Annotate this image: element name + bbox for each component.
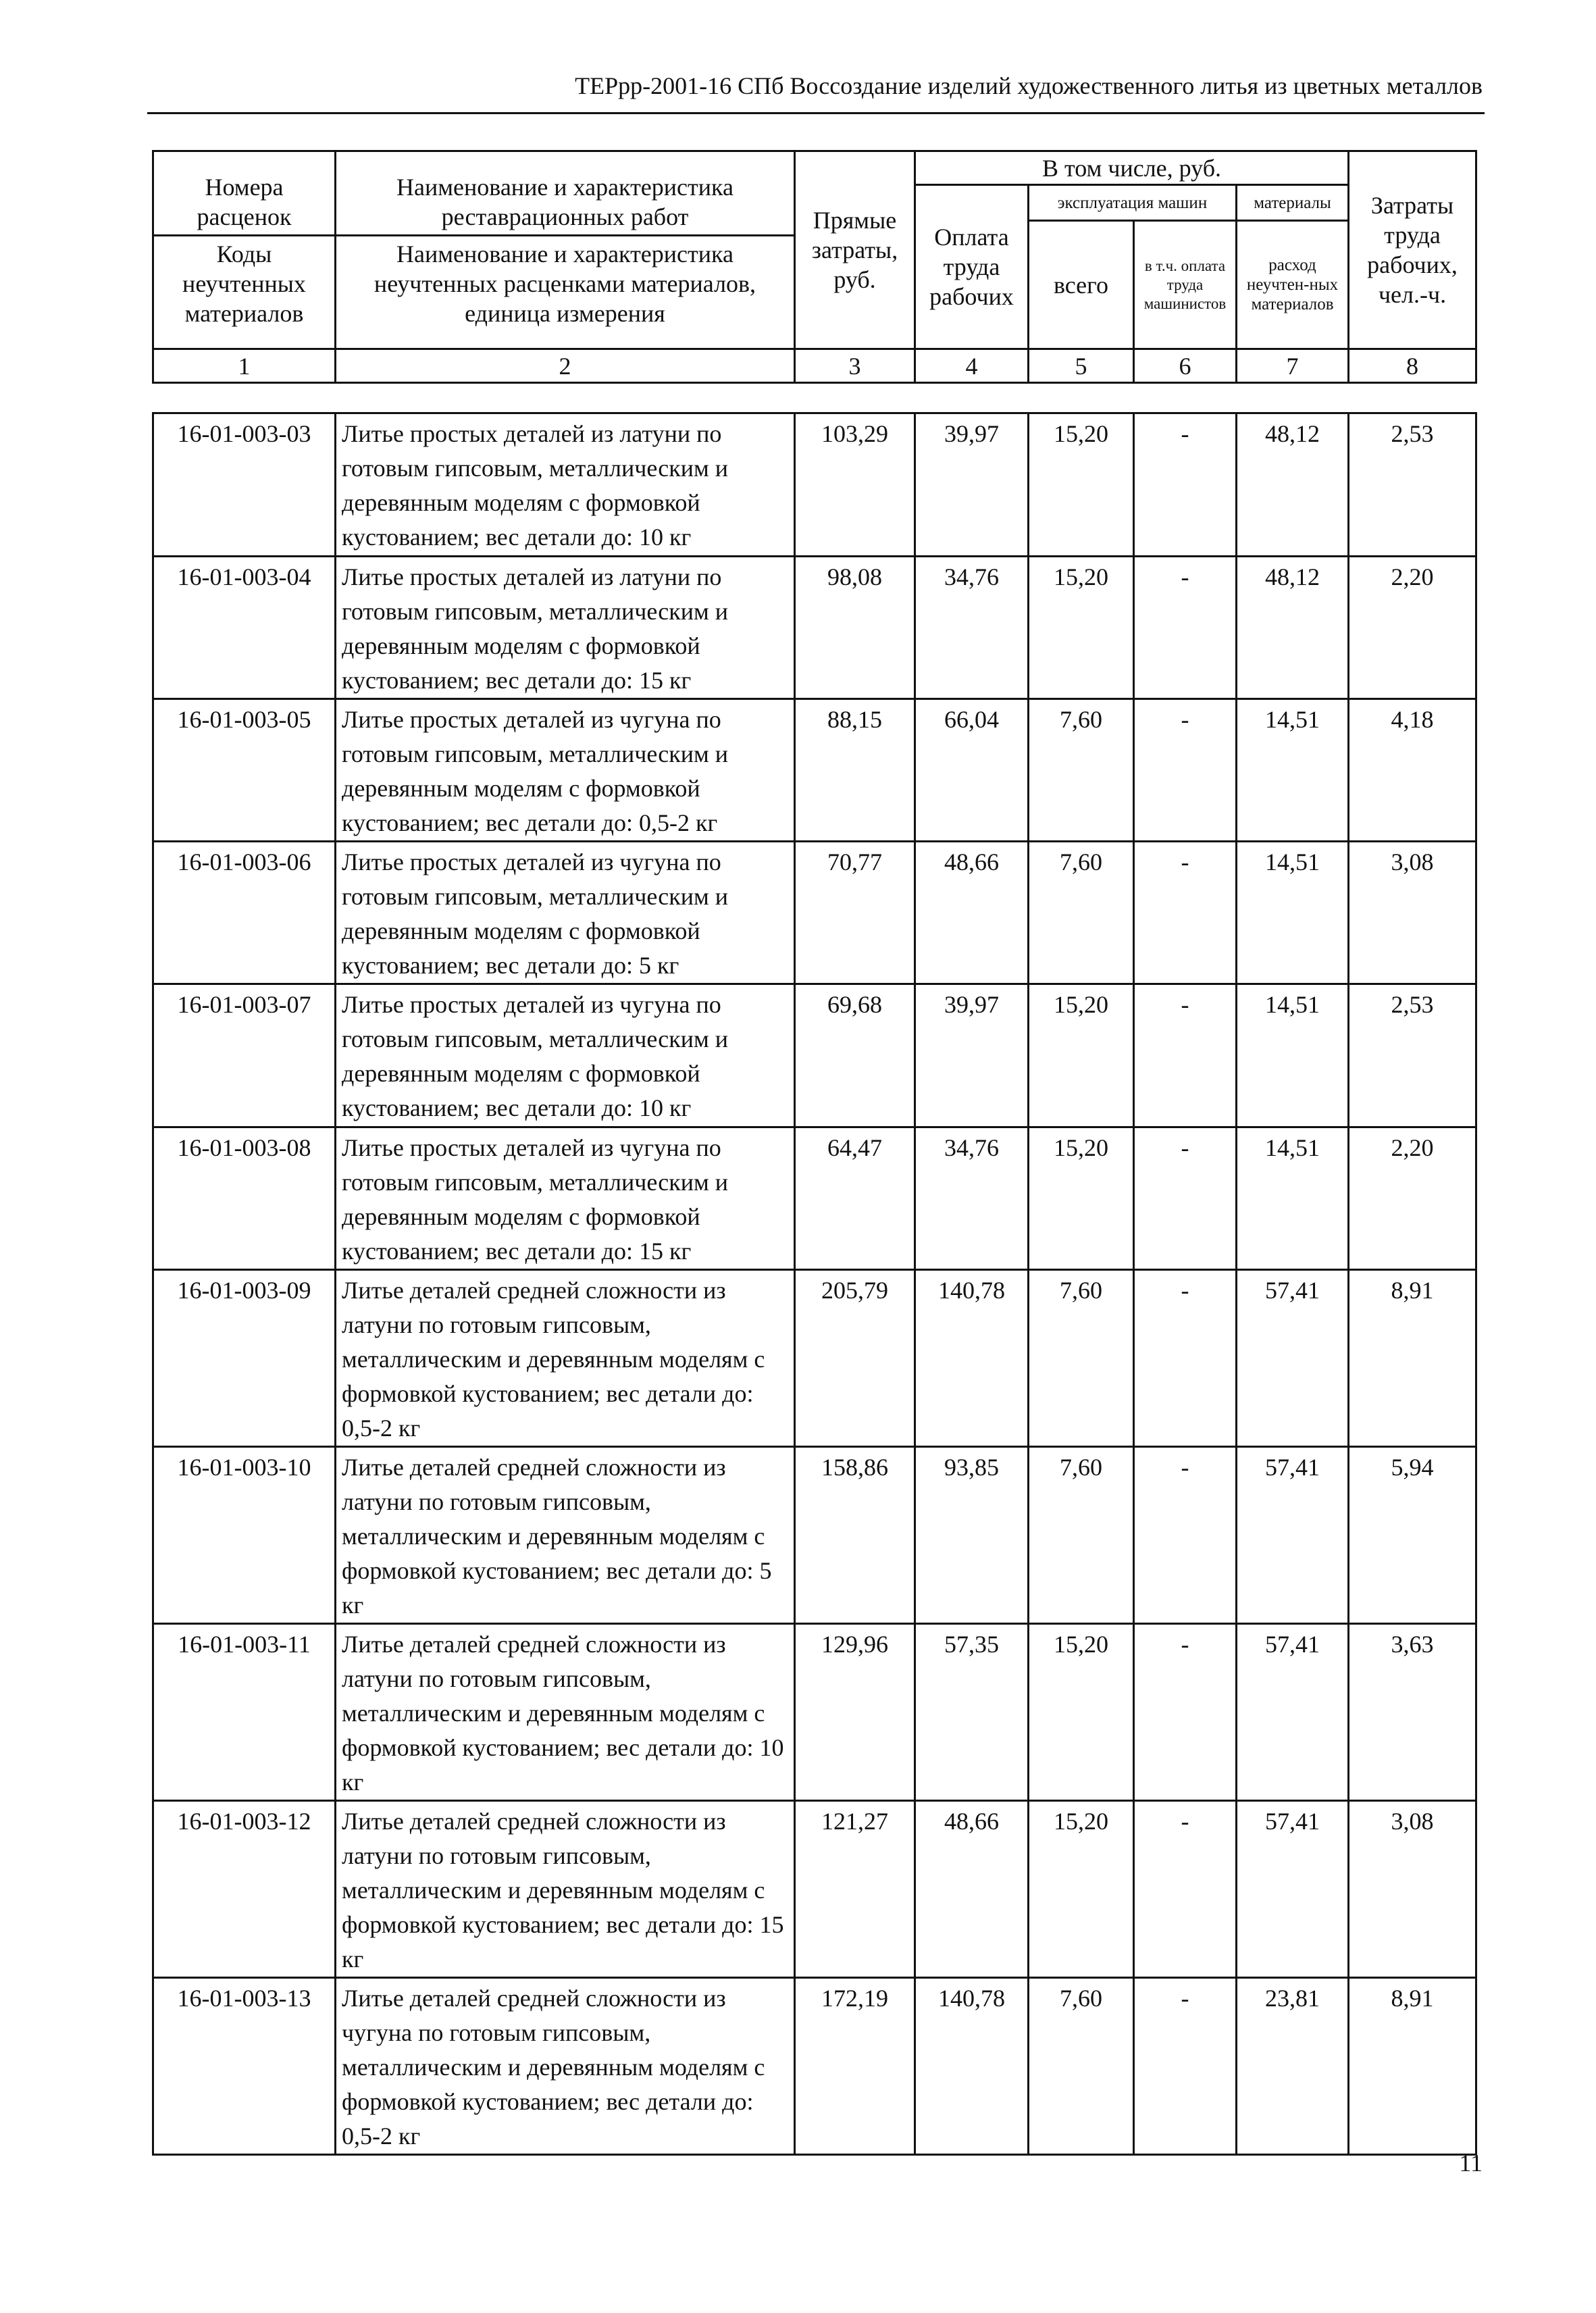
- rate-description: Литье простых деталей из чугуна по готовым гипсовым, металлическим и деревянным моделям с формовкой кустованием; вес детали до: 0,5-2 кг: [336, 699, 795, 842]
- rate-code: 16-01-003-07: [153, 984, 336, 1127]
- header-number-4: 4: [915, 349, 1029, 383]
- labor-pay: 66,04: [915, 699, 1029, 842]
- table-row: [153, 699, 1476, 842]
- table-row: [153, 413, 1476, 557]
- labor-pay: 48,66: [915, 1801, 1029, 1978]
- direct-costs: 88,15: [795, 699, 915, 842]
- machines-total: 15,20: [1029, 413, 1134, 557]
- materials-cost: 14,51: [1237, 1127, 1349, 1270]
- materials-cost: 14,51: [1237, 984, 1349, 1127]
- table-row: [153, 1801, 1476, 1978]
- labor-pay: 34,76: [915, 1127, 1029, 1270]
- rates-table: [152, 412, 1477, 2156]
- rate-code: 16-01-003-06: [153, 842, 336, 984]
- materials-cost: 57,41: [1237, 1624, 1349, 1801]
- labor-pay: 34,76: [915, 557, 1029, 699]
- direct-costs: 64,47: [795, 1127, 915, 1270]
- header-col1-divider: [154, 234, 334, 236]
- direct-costs: 121,27: [795, 1801, 915, 1978]
- materials-cost: 14,51: [1237, 842, 1349, 984]
- rate-code: 16-01-003-10: [153, 1447, 336, 1624]
- materials-cost: 48,12: [1237, 557, 1349, 699]
- machinist-pay: -: [1134, 1624, 1237, 1801]
- header-col5: всего: [1029, 221, 1134, 349]
- rate-description: Литье простых деталей из чугуна по готовым гипсовым, металлическим и деревянным моделям с формовкой кустованием; вес детали до: 10 кг: [336, 984, 795, 1127]
- header-col2: [336, 151, 795, 349]
- materials-cost: 57,41: [1237, 1270, 1349, 1447]
- table-row: [153, 1270, 1476, 1447]
- labor-hours: 3,08: [1349, 842, 1476, 984]
- rates-table-body: [153, 413, 1476, 2155]
- machines-total: 15,20: [1029, 1127, 1134, 1270]
- machinist-pay: -: [1134, 1978, 1237, 2155]
- direct-costs: 98,08: [795, 557, 915, 699]
- materials-cost: 14,51: [1237, 699, 1349, 842]
- header-number-2: 2: [336, 349, 795, 383]
- machines-total: 7,60: [1029, 1978, 1134, 2155]
- rate-description: Литье простых деталей из чугуна по готовым гипсовым, металлическим и деревянным моделям с формовкой кустованием; вес детали до: 15 кг: [336, 1127, 795, 1270]
- machines-total: 15,20: [1029, 557, 1134, 699]
- header-col2-divider: [336, 234, 794, 236]
- header-number-5: 5: [1029, 349, 1134, 383]
- rate-code: 16-01-003-08: [153, 1127, 336, 1270]
- labor-pay: 93,85: [915, 1447, 1029, 1624]
- header-number-7: 7: [1237, 349, 1349, 383]
- rate-code: 16-01-003-03: [153, 413, 336, 557]
- machinist-pay: -: [1134, 1447, 1237, 1624]
- header-col1-top: Номера расценок: [197, 173, 292, 230]
- labor-hours: 3,08: [1349, 1801, 1476, 1978]
- table-row: [153, 1447, 1476, 1624]
- header-machines-group: эксплуатация машин: [1029, 185, 1237, 221]
- table-row: [153, 1624, 1476, 1801]
- header-number-1: 1: [153, 349, 336, 383]
- labor-hours: 8,91: [1349, 1270, 1476, 1447]
- table-row: [153, 557, 1476, 699]
- machinist-pay: -: [1134, 557, 1237, 699]
- header-rule: [147, 112, 1485, 114]
- machines-total: 7,60: [1029, 1270, 1134, 1447]
- machinist-pay: -: [1134, 842, 1237, 984]
- rate-description: Литье простых деталей из латуни по готовым гипсовым, металлическим и деревянным моделям с формовкой кустованием; вес детали до: 15 кг: [336, 557, 795, 699]
- header-number-3: 3: [795, 349, 915, 383]
- header-col4: Оплата труда рабочих: [915, 185, 1029, 349]
- labor-pay: 48,66: [915, 842, 1029, 984]
- header-materials-group: материалы: [1237, 185, 1349, 221]
- materials-cost: 23,81: [1237, 1978, 1349, 2155]
- rate-description: Литье деталей средней сложности из чугуна по готовым гипсовым, металлическим и деревянным моделям с формовкой кустованием; вес детали до: 0,5-2 кг: [336, 1978, 795, 2155]
- labor-hours: 2,53: [1349, 413, 1476, 557]
- header-col3: Прямые затраты, руб.: [795, 151, 915, 349]
- rate-code: 16-01-003-04: [153, 557, 336, 699]
- table-row: [153, 984, 1476, 1127]
- machines-total: 7,60: [1029, 842, 1134, 984]
- labor-hours: 2,20: [1349, 557, 1476, 699]
- header-col2-bottom: Наименование и характеристика неучтенных расценками материалов, единица измерения: [374, 240, 756, 327]
- direct-costs: 70,77: [795, 842, 915, 984]
- materials-cost: 57,41: [1237, 1801, 1349, 1978]
- machines-total: 15,20: [1029, 984, 1134, 1127]
- machinist-pay: -: [1134, 413, 1237, 557]
- machinist-pay: -: [1134, 984, 1237, 1127]
- table-row: [153, 1978, 1476, 2155]
- machines-total: 15,20: [1029, 1624, 1134, 1801]
- header-col6: в т.ч. оплата труда машинистов: [1134, 221, 1237, 349]
- direct-costs: 103,29: [795, 413, 915, 557]
- machinist-pay: -: [1134, 1127, 1237, 1270]
- rate-description: Литье деталей средней сложности из латуни по готовым гипсовым, металлическим и деревянным моделям с формовкой кустованием; вес детали до: 10 кг: [336, 1624, 795, 1801]
- labor-hours: 8,91: [1349, 1978, 1476, 2155]
- header-col1: [153, 151, 336, 349]
- header-col7: расход неучтен-ных материалов: [1237, 221, 1349, 349]
- header-col1-bottom: Коды неучтенных материалов: [182, 240, 306, 327]
- table-header: [152, 150, 1477, 384]
- rate-code: 16-01-003-11: [153, 1624, 336, 1801]
- rate-description: Литье простых деталей из латуни по готовым гипсовым, металлическим и деревянным моделям с формовкой кустованием; вес детали до: 10 кг: [336, 413, 795, 557]
- header-number-8: 8: [1349, 349, 1476, 383]
- labor-pay: 140,78: [915, 1978, 1029, 2155]
- labor-hours: 2,53: [1349, 984, 1476, 1127]
- table-row: [153, 842, 1476, 984]
- direct-costs: 172,19: [795, 1978, 915, 2155]
- table-row: [153, 1127, 1476, 1270]
- rate-description: Литье деталей средней сложности из латуни по готовым гипсовым, металлическим и деревянным моделям с формовкой кустованием; вес детали до: 0,5-2 кг: [336, 1270, 795, 1447]
- rate-code: 16-01-003-09: [153, 1270, 336, 1447]
- page-number: 11: [1459, 2150, 1483, 2177]
- labor-pay: 39,97: [915, 413, 1029, 557]
- direct-costs: 158,86: [795, 1447, 915, 1624]
- materials-cost: 48,12: [1237, 413, 1349, 557]
- labor-hours: 3,63: [1349, 1624, 1476, 1801]
- labor-pay: 39,97: [915, 984, 1029, 1127]
- direct-costs: 129,96: [795, 1624, 915, 1801]
- rate-description: Литье деталей средней сложности из латуни по готовым гипсовым, металлическим и деревянным моделям с формовкой кустованием; вес детали до: 5 кг: [336, 1447, 795, 1624]
- direct-costs: 205,79: [795, 1270, 915, 1447]
- machinist-pay: -: [1134, 699, 1237, 842]
- labor-pay: 57,35: [915, 1624, 1029, 1801]
- header-group-label: В том числе, руб.: [915, 151, 1349, 185]
- rate-code: 16-01-003-12: [153, 1801, 336, 1978]
- rate-code: 16-01-003-05: [153, 699, 336, 842]
- header-number-6: 6: [1134, 349, 1237, 383]
- labor-hours: 2,20: [1349, 1127, 1476, 1270]
- header-col2-top: Наименование и характеристика реставрационных работ: [396, 173, 733, 230]
- machinist-pay: -: [1134, 1270, 1237, 1447]
- running-header: ТЕРрр-2001-16 СПб Воссоздание изделий художественного литья из цветных металлов: [575, 72, 1483, 99]
- direct-costs: 69,68: [795, 984, 915, 1127]
- rate-code: 16-01-003-13: [153, 1978, 336, 2155]
- machines-total: 7,60: [1029, 1447, 1134, 1624]
- machinist-pay: -: [1134, 1801, 1237, 1978]
- labor-pay: 140,78: [915, 1270, 1029, 1447]
- machines-total: 15,20: [1029, 1801, 1134, 1978]
- header-col8: Затраты труда рабочих, чел.-ч.: [1349, 151, 1476, 349]
- materials-cost: 57,41: [1237, 1447, 1349, 1624]
- labor-hours: 5,94: [1349, 1447, 1476, 1624]
- rate-description: Литье деталей средней сложности из латуни по готовым гипсовым, металлическим и деревянным моделям с формовкой кустованием; вес детали до: 15 кг: [336, 1801, 795, 1978]
- labor-hours: 4,18: [1349, 699, 1476, 842]
- rate-description: Литье простых деталей из чугуна по готовым гипсовым, металлическим и деревянным моделям с формовкой кустованием; вес детали до: 5 кг: [336, 842, 795, 984]
- machines-total: 7,60: [1029, 699, 1134, 842]
